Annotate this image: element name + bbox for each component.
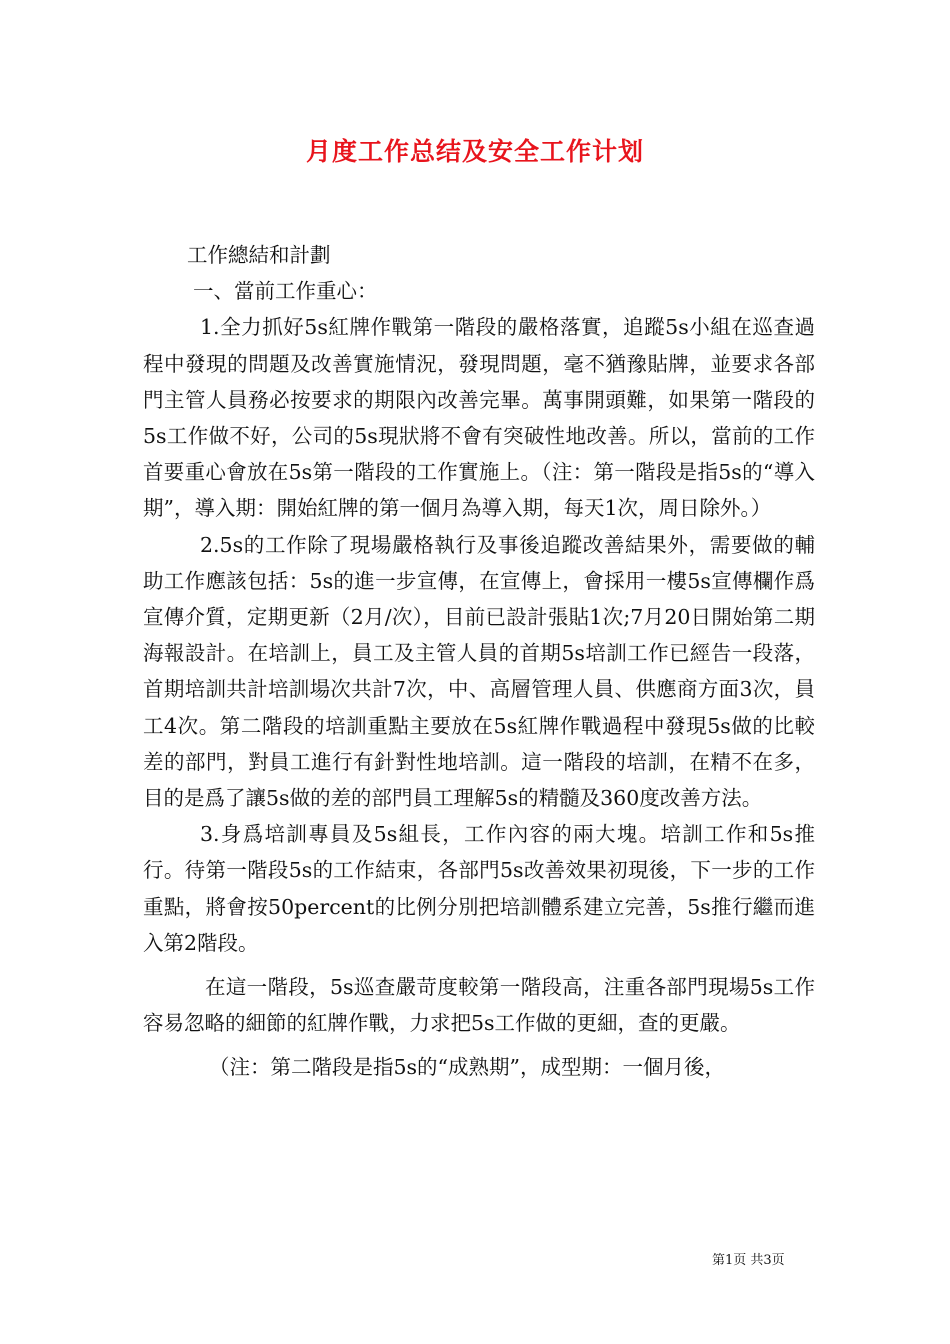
paragraph-2: 2.5s的工作除了現場嚴格執行及事後追蹤改善結果外，需要做的輔助工作應該包括：5s的進一步宣傳，在宣傳上，會採用一樓5s宣傳欄作爲宣傳介質，定期更新（2月/次），目前已設計張貼1次;7月20日開始第二期海報設計。在培訓上，員工及主管人員的首期5s培訓工作已經告一段落，首期培訓共計培訓場次共計7次，中、高層管理人員、供應商方面3次，員工4次。第二階段的培訓重點主要放在5s紅牌作戰過程中發現5s做的比較差的部門，對員工進行有針對性地培訓。這一階段的培訓，在精不在多，目的是爲了讓5s做的差的部門員工理解5s的精髓及360度改善方法。 [143,532,815,811]
page-indicator: 第1页 共3页 [712,1253,785,1268]
section-heading: 工作總結和計劃 [187,243,331,267]
document-body [143,237,815,1086]
paragraph-3: 3.身爲培訓專員及5s組長，工作內容的兩大塊。培訓工作和5s推行。待第一階段5s的工作結束，各部門5s改善效果初現後，下一步的工作重點，將會按50percent的比例分別把培訓體系建立完善，5s推行繼而進入第2階段。 [143,822,815,955]
document-title: 月度工作总结及安全工作计划 [305,137,644,166]
paragraph-4: 在這一階段，5s巡查嚴苛度較第一階段高，注重各部門現場5s工作容易忽略的細節的紅牌作戰，力求把5s工作做的更細，查的更嚴。 [143,975,815,1036]
paragraph-1: 1.全力抓好5s紅牌作戰第一階段的嚴格落實，追蹤5s小組在巡查過程中發現的問題及改善實施情況，發現問題，毫不猶豫貼牌，並要求各部門主管人員務必按要求的期限內改善完畢。萬事開頭難，如果第一階段的5s工作做不好，公司的5s現狀將不會有突破性地改善。所以，當前的工作首要重心會放在5s第一階段的工作實施上。（注：第一階段是指5s的“導入期”，導入期：開始紅牌的第一個月為導入期，每天1次，周日除外。） [143,315,815,521]
subsection-heading: 一、當前工作重心： [193,279,378,304]
paragraph-5: （注：第二階段是指5s的“成熟期”，成型期：一個月後， [209,1055,726,1080]
